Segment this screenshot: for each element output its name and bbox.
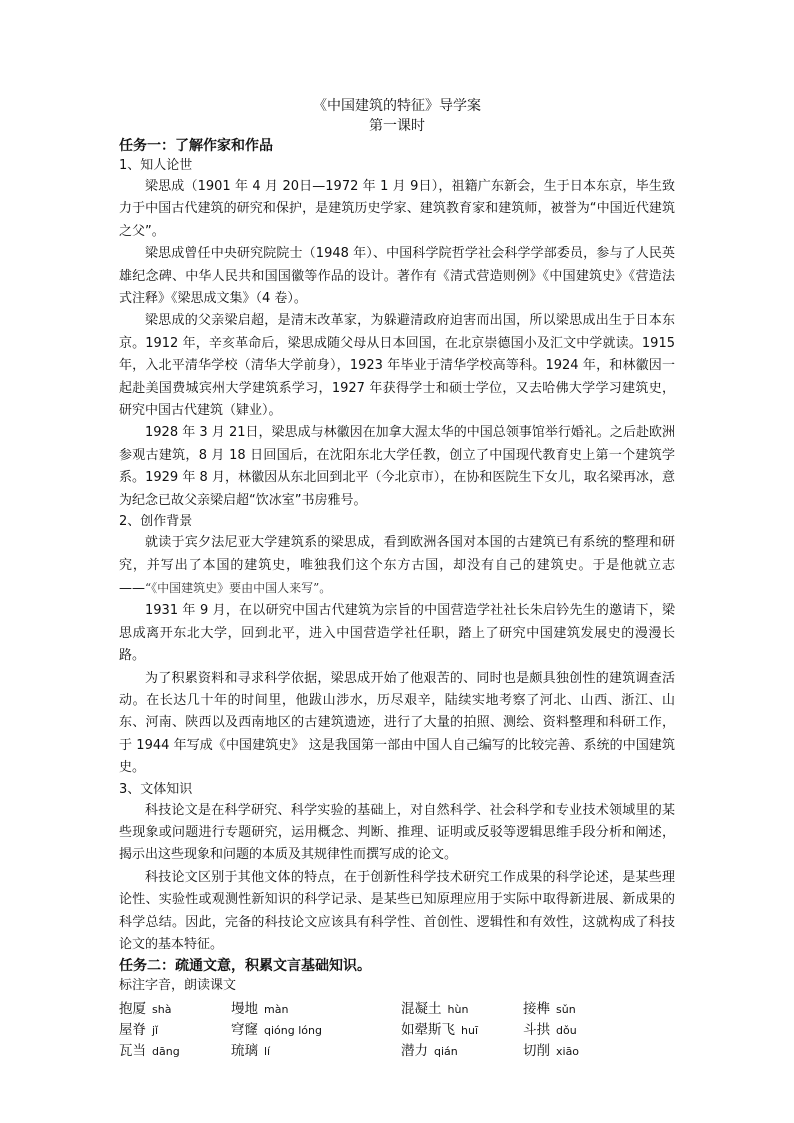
- vocab-word: 如翚斯飞: [401, 1021, 455, 1038]
- document-subtitle: 第一课时: [369, 118, 425, 134]
- vocab-word: 穹窿: [231, 1021, 258, 1038]
- section2-paragraph-1: [119, 532, 675, 600]
- task1-heading: 任务一：了解作家和作品: [119, 138, 273, 154]
- task2-heading: 任务二：疏通文意，积累文言基础知识。: [119, 958, 371, 975]
- document-page: [119, 96, 675, 1059]
- vocab-item: [401, 1038, 523, 1059]
- vocab-word: 墁地: [231, 1000, 258, 1017]
- section1-paragraph-3: 梁思成的父亲梁启超，是清末改革家，为躲避清政府迫害而出国，所以梁思成出生于日本东京。1912 年，辛亥革命后，梁思成随父母从日本回国，在北京崇德国小及汇文中学就读。1915 年，入北平清华学校（清华大学前身），1923 年毕业于清华学校高等科。1924 年，和林徽因一起赴美国费城宾州大学建筑系学习，1927 年获得学士和硕士学位，又去哈佛大学学习建筑史，研究中国古代建筑（肄业）。: [119, 313, 675, 419]
- vocab-word: 瓦当: [119, 1042, 146, 1059]
- vocab-word: 接榫: [523, 1000, 550, 1017]
- vocab-word: 斗拱: [523, 1021, 550, 1038]
- vocab-table: [119, 996, 643, 1059]
- vocab-pinyin: qián: [434, 1044, 458, 1058]
- vocab-word: 屋脊: [119, 1021, 146, 1038]
- vocab-pinyin: màn: [264, 1002, 289, 1016]
- vocab-word: 抱厦: [119, 1000, 146, 1017]
- vocab-item: [401, 996, 523, 1017]
- vocab-pinyin: huī: [461, 1023, 478, 1037]
- vocab-item: [523, 1038, 643, 1059]
- vocab-word: 切削: [523, 1042, 550, 1059]
- section3-heading: 3、文体知识: [119, 781, 193, 797]
- vocab-item: [119, 996, 231, 1017]
- section1-paragraph-2: 梁思成曾任中央研究院院士（1948 年）、中国科学院哲学社会科学学部委员，参与了人民英雄纪念碑、中华人民共和国国徽等作品的设计。著作有《清式营造则例》《中国建筑史》《营造法式注释》《梁思成文集》（4 卷）。: [119, 246, 675, 307]
- section2-quote: “《中国建筑史》要由中国人来写”。: [145, 580, 332, 595]
- vocab-word: 潜力: [401, 1042, 428, 1059]
- vocab-row: [119, 1017, 643, 1038]
- vocab-item: [119, 1017, 231, 1038]
- document-title: 《中国建筑的特征》导学案: [313, 98, 481, 114]
- vocab-pinyin: jǐ: [152, 1023, 159, 1037]
- section1-paragraph-4: 1928 年 3 月 21日，梁思成与林徽因在加拿大渥太华的中国总领事馆举行婚礼。之后赴欧洲参观古建筑，8 月 18 日回国后，在沈阳东北大学任教，创立了中国现代教育史上第一个建筑学系。1929 年 8 月，林徽因从东北回到北平（今北京市），在协和医院生下女儿，取名梁再冰，意为纪念已故父亲梁启超“饮冰室”书房雅号。: [119, 425, 675, 508]
- section3-paragraph-1: 科技论文是在科学研究、科学实验的基础上，对自然科学、社会科学和专业技术领域里的某些现象或问题进行专题研究，运用概念、判断、推理、证明或反驳等逻辑思维手段分析和阐述，揭示出这些现象和问题的本质及其规律性而撰写成的论文。: [119, 802, 675, 863]
- vocab-word: 混凝土: [401, 1000, 442, 1017]
- vocab-pinyin: dǒu: [556, 1023, 577, 1037]
- section2-paragraph-2: 1931 年 9 月，在以研究中国古代建筑为宗旨的中国营造学社社长朱启钤先生的邀请下，梁思成离开东北大学，回到北平，进入中国营造学社任职，踏上了研究中国建筑发展史的漫漫长路。: [119, 603, 675, 664]
- vocab-pinyin: sǔn: [556, 1002, 576, 1016]
- vocab-word: 琉璃: [231, 1042, 258, 1059]
- task2-instruction: 标注字音，朗读课文: [119, 978, 237, 994]
- vocab-pinyin: lí: [264, 1044, 271, 1058]
- section1-heading: 1、知人论世: [119, 158, 193, 173]
- vocab-item: [523, 996, 643, 1017]
- vocab-item: [401, 1017, 523, 1038]
- section2-paragraph-1-text: 就读于宾夕法尼亚大学建筑系的梁思成，看到欧洲各国对本国的古建筑已有系统的整理和研究，并写出了本国的建筑史，唯独我们这个东方古国，却没有自己的建筑史。于是他就立志——: [119, 535, 675, 596]
- vocab-item: [119, 1038, 231, 1059]
- vocab-pinyin: dāng: [152, 1044, 180, 1058]
- vocab-pinyin: hùn: [447, 1002, 469, 1016]
- vocab-item: [523, 1017, 643, 1038]
- vocab-pinyin: xiāo: [556, 1044, 580, 1058]
- vocab-row: [119, 1038, 643, 1059]
- section2-heading: 2、创作背景: [119, 514, 193, 530]
- vocab-pinyin: qióng lóng: [264, 1023, 322, 1037]
- vocab-pinyin: shà: [152, 1002, 172, 1016]
- vocab-row: [119, 996, 643, 1017]
- vocab-item: [231, 996, 401, 1017]
- section1-paragraph-1: 梁思成（1901 年 4 月 20日—1972 年 1 月 9日），祖籍广东新会，生于日本东京，毕生致力于中国古代建筑的研究和保护，是建筑历史学家、建筑教育家和建筑师，被誉为“中国近代建筑之父”。: [119, 179, 675, 239]
- section3-paragraph-2: 科技论文区别于其他文体的特点，在于创新性科学技术研究工作成果的科学论述，是某些理论性、实验性或观测性新知识的科学记录、是某些已知原理应用于实际中取得新进展、新成果的科学总结。因此，完备的科技论文应该具有科学性、首创性、逻辑性和有效性，这就构成了科技论文的基本特征。: [119, 869, 675, 952]
- section2-paragraph-3: 为了积累资料和寻求科学依据，梁思成开始了他艰苦的、同时也是颇具独创性的建筑调查活动。在长达几十年的时间里，他跋山涉水，历尽艰辛，陆续实地考察了河北、山西、浙江、山东、河南、陕西以及西南地区的古建筑遗迹，进行了大量的拍照、测绘、资料整理和科研工作，于 1944 年写成《中国建筑史》 这是我国第一部由中国人自己编写的比较完善、系统的中国建筑史。: [119, 670, 675, 776]
- vocab-item: [231, 1017, 401, 1038]
- vocab-item: [231, 1038, 401, 1059]
